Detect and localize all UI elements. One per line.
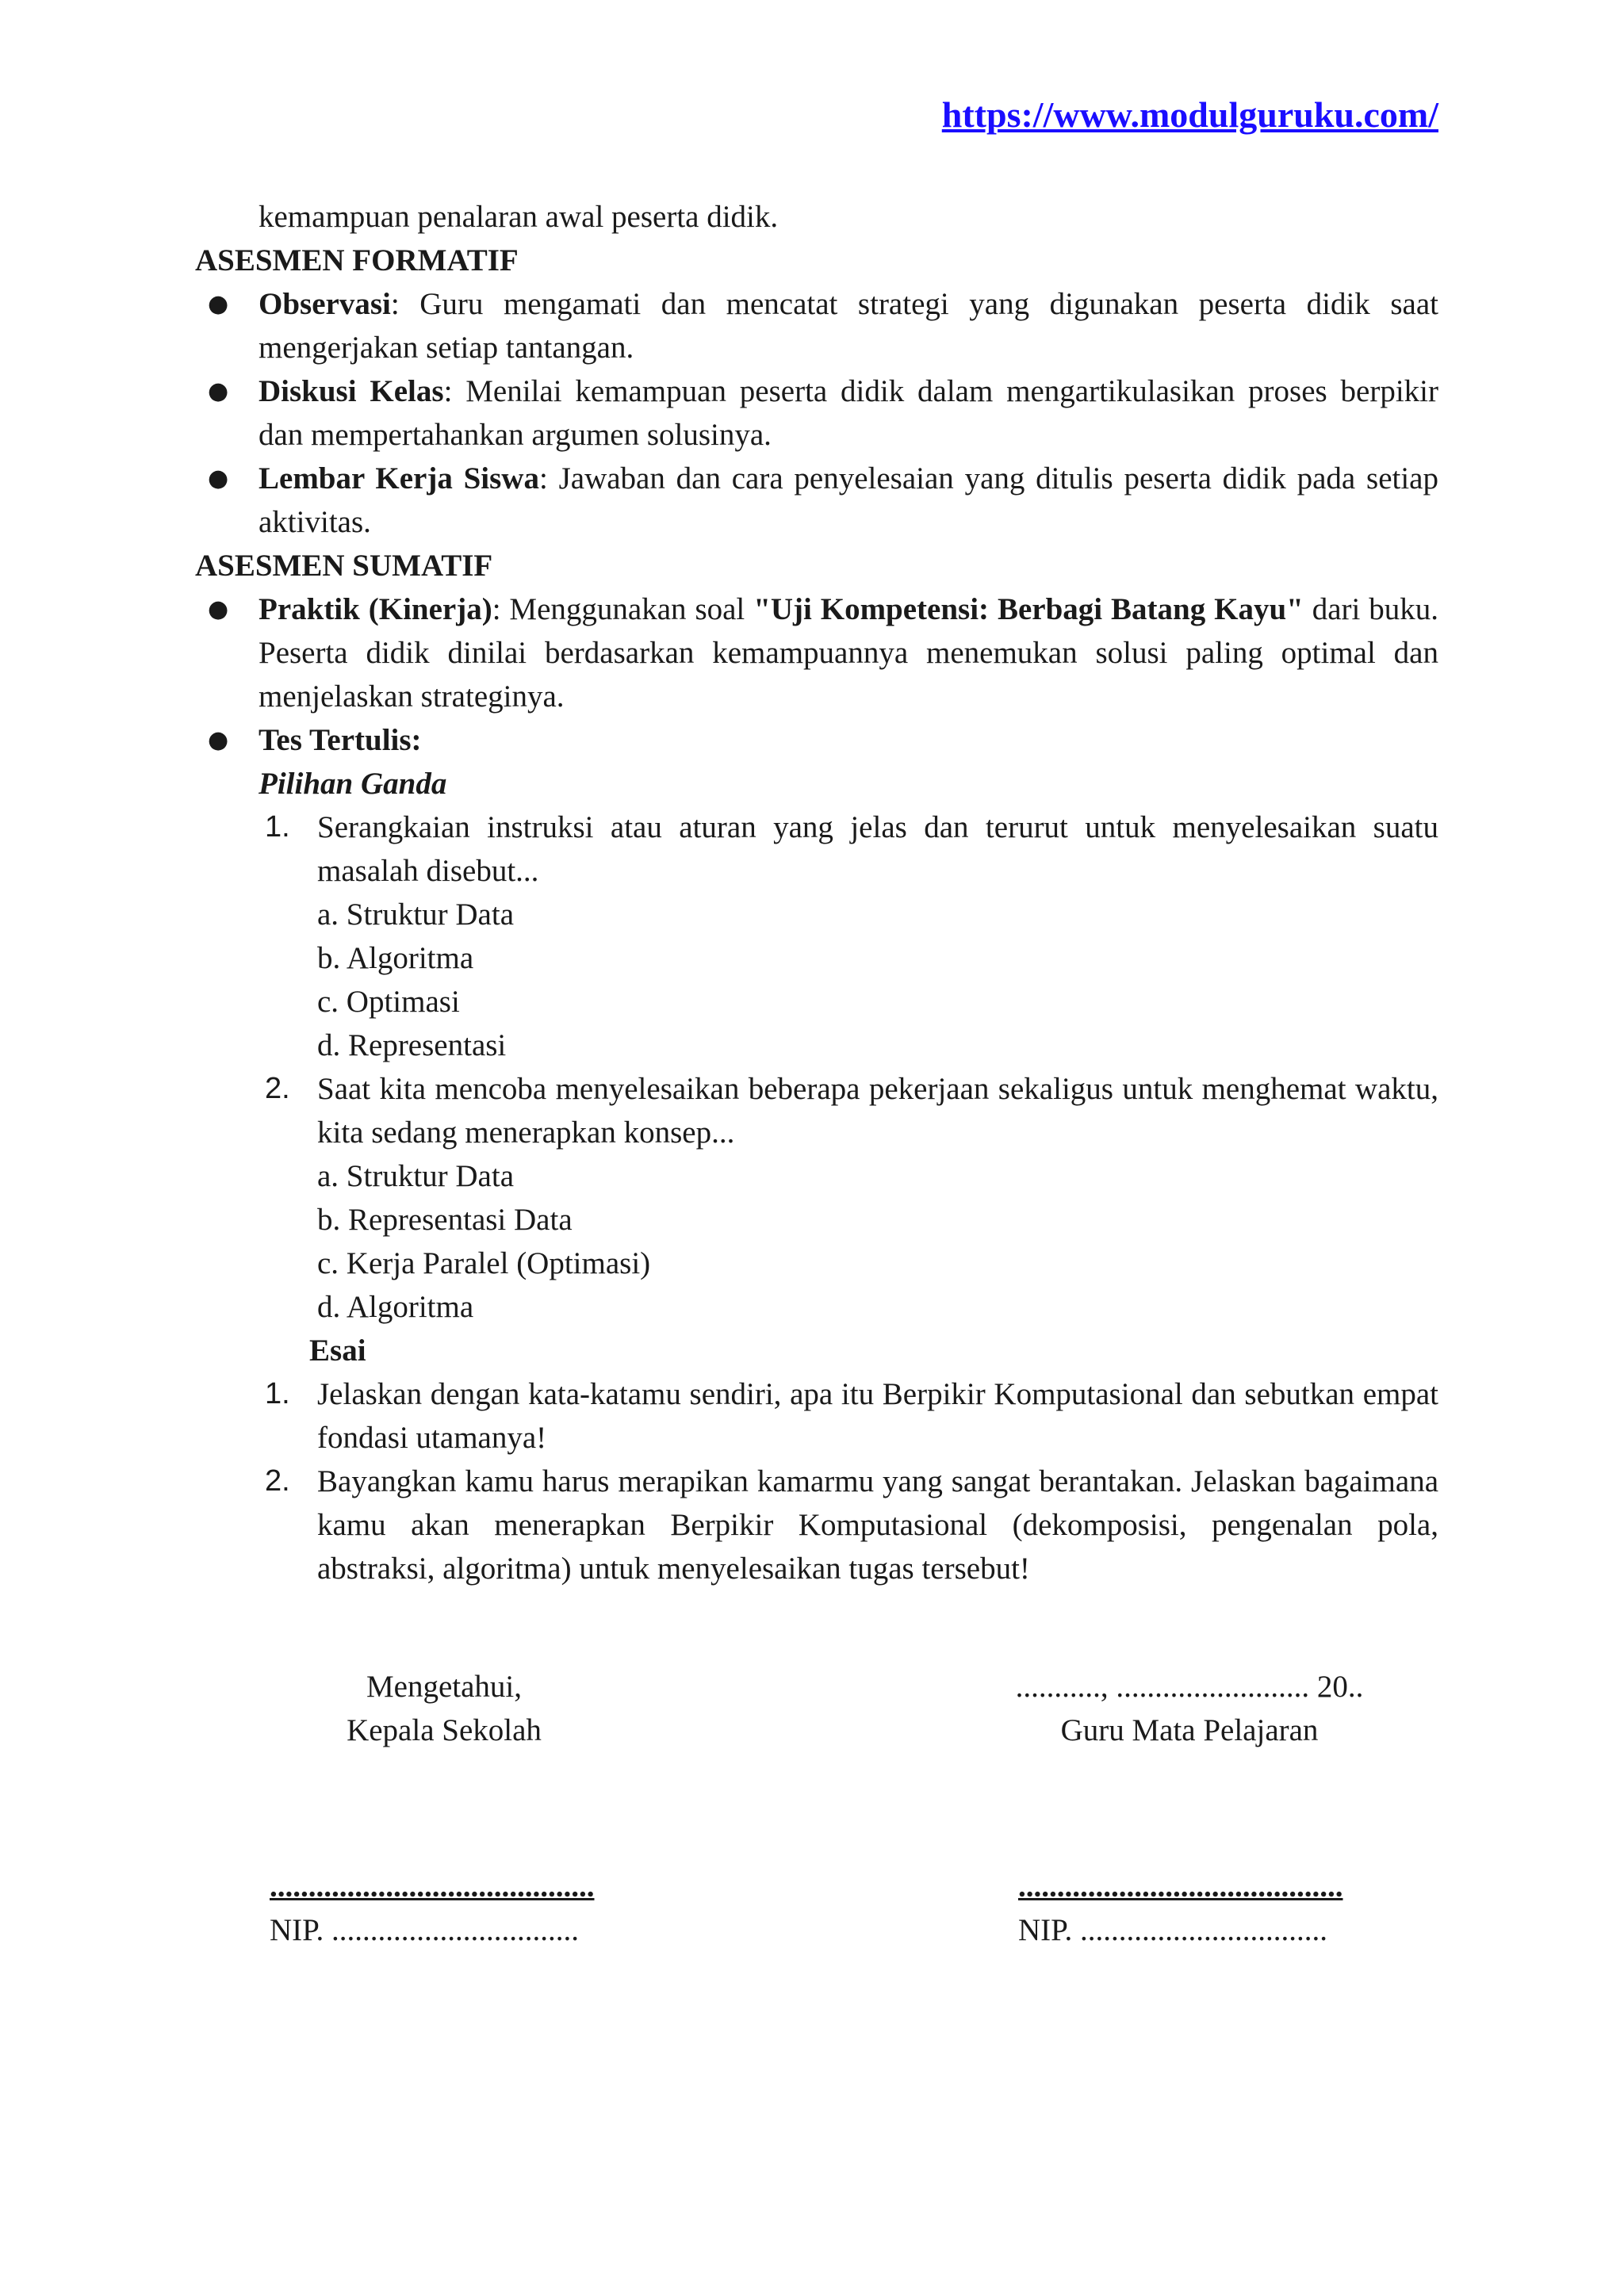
formatif-heading: ASESMEN FORMATIF	[195, 243, 519, 277]
list-item	[195, 457, 1438, 544]
list-item	[195, 369, 1438, 457]
list-item	[195, 282, 1438, 369]
question-text: Saat kita mencoba menyelesaikan beberapa pekerjaan sekaligus untuk menghemat waktu, kita sedang menerapkan konsep...	[317, 1072, 1438, 1150]
signature-right	[999, 1665, 1380, 1752]
list-item	[195, 587, 1438, 718]
esai-question-list	[195, 1372, 1438, 1590]
list-item	[195, 718, 1438, 762]
intro-line: kemampuan penalaran awal peserta didik.	[259, 200, 779, 234]
bullet-icon: ●	[208, 595, 229, 623]
question-text: Serangkaian instruksi atau aturan yang jelas dan terurut untuk menyelesaikan suatu masalah disebut...	[317, 810, 1438, 888]
question-text: Jelaskan dengan kata-katamu sendiri, apa itu Berpikir Komputasional dan sebutkan empat fondasi utamanya!	[317, 1377, 1438, 1455]
answer-option: b. Algoritma	[317, 941, 474, 975]
question-number: 2.	[265, 1072, 290, 1105]
answer-option: d. Algoritma	[317, 1290, 474, 1324]
signature-left-name	[270, 1865, 619, 1952]
item-text: : Guru mengamati dan mencatat strategi yang digunakan peserta didik saat mengerjakan setiap tantangan.	[259, 287, 1438, 365]
item-text: : Menggunakan soal	[492, 592, 754, 626]
sumatif-list	[195, 587, 1438, 762]
item-text: : Menilai kemampuan peserta didik dalam mengartikulasikan proses berpikir dan mempertahankan argumen solusinya.	[259, 374, 1438, 452]
answer-option: d. Representasi	[317, 1028, 507, 1062]
sign-left-line1: Mengetahui,	[366, 1670, 523, 1704]
question-item	[195, 806, 1438, 893]
item-term: Praktik (Kinerja)	[259, 592, 492, 626]
pg-question-list	[195, 1067, 1438, 1154]
question-item	[195, 1372, 1438, 1460]
name-placeholder: ..........................................	[270, 1869, 595, 1904]
question-number: 1.	[265, 810, 290, 844]
item-term: Tes Tertulis:	[259, 723, 422, 757]
esai-label: Esai	[309, 1334, 366, 1368]
item-term: Lembar Kerja Siswa	[259, 461, 539, 496]
nip-field: NIP. ................................	[1018, 1913, 1328, 1947]
sign-left-line2: Kepala Sekolah	[347, 1713, 542, 1747]
header-url-link[interactable]: https://www.modulguruku.com/	[941, 94, 1438, 135]
pilihan-ganda-label: Pilihan Ganda	[259, 767, 447, 801]
sign-right-line2: Guru Mata Pelajaran	[1060, 1713, 1319, 1747]
answer-option: a. Struktur Data	[317, 1159, 515, 1193]
item-term: Observasi	[259, 287, 391, 321]
bullet-icon: ●	[208, 290, 229, 318]
formatif-list	[195, 282, 1438, 544]
question-number: 1.	[265, 1377, 290, 1410]
item-text: dari buku. Peserta didik dinilai berdasarkan kemampuannya menemukan solusi paling optimal dan menjelaskan strateginya.	[259, 592, 1438, 714]
question-number: 2.	[265, 1464, 290, 1498]
bullet-icon: ●	[208, 465, 229, 492]
question-item	[195, 1067, 1438, 1154]
signature-right-name	[1018, 1865, 1367, 1952]
signature-left	[285, 1665, 603, 1752]
answer-option: c. Kerja Paralel (Optimasi)	[317, 1246, 651, 1280]
item-text: : Jawaban dan cara penyelesaian yang ditulis peserta didik pada setiap aktivitas.	[259, 461, 1438, 539]
sumatif-heading: ASESMEN SUMATIF	[195, 549, 493, 583]
document-content	[195, 195, 1438, 1590]
pg-question-list	[195, 806, 1438, 893]
sign-right-line1: ..........., ......................... 20..	[1015, 1670, 1364, 1704]
name-placeholder: ..........................................	[1018, 1869, 1343, 1904]
answer-option: b. Representasi Data	[317, 1203, 573, 1237]
question-text: Bayangkan kamu harus merapikan kamarmu yang sangat berantakan. Jelaskan bagaimana kamu akan menerapkan Berpikir Komputasional (dekomposisi, pengenalan pola, abstraksi, algoritma) untuk menyelesaikan tugas tersebut!	[317, 1464, 1438, 1586]
nip-field: NIP. ................................	[270, 1913, 580, 1947]
bullet-icon: ●	[208, 377, 229, 405]
question-item	[195, 1460, 1438, 1590]
item-term: Diskusi Kelas	[259, 374, 444, 408]
answer-option: a. Struktur Data	[317, 897, 515, 932]
answer-option: c. Optimasi	[317, 985, 460, 1019]
item-quote: "Uji Kompetensi: Berbagi Batang Kayu"	[753, 592, 1304, 626]
bullet-icon: ●	[208, 726, 229, 754]
